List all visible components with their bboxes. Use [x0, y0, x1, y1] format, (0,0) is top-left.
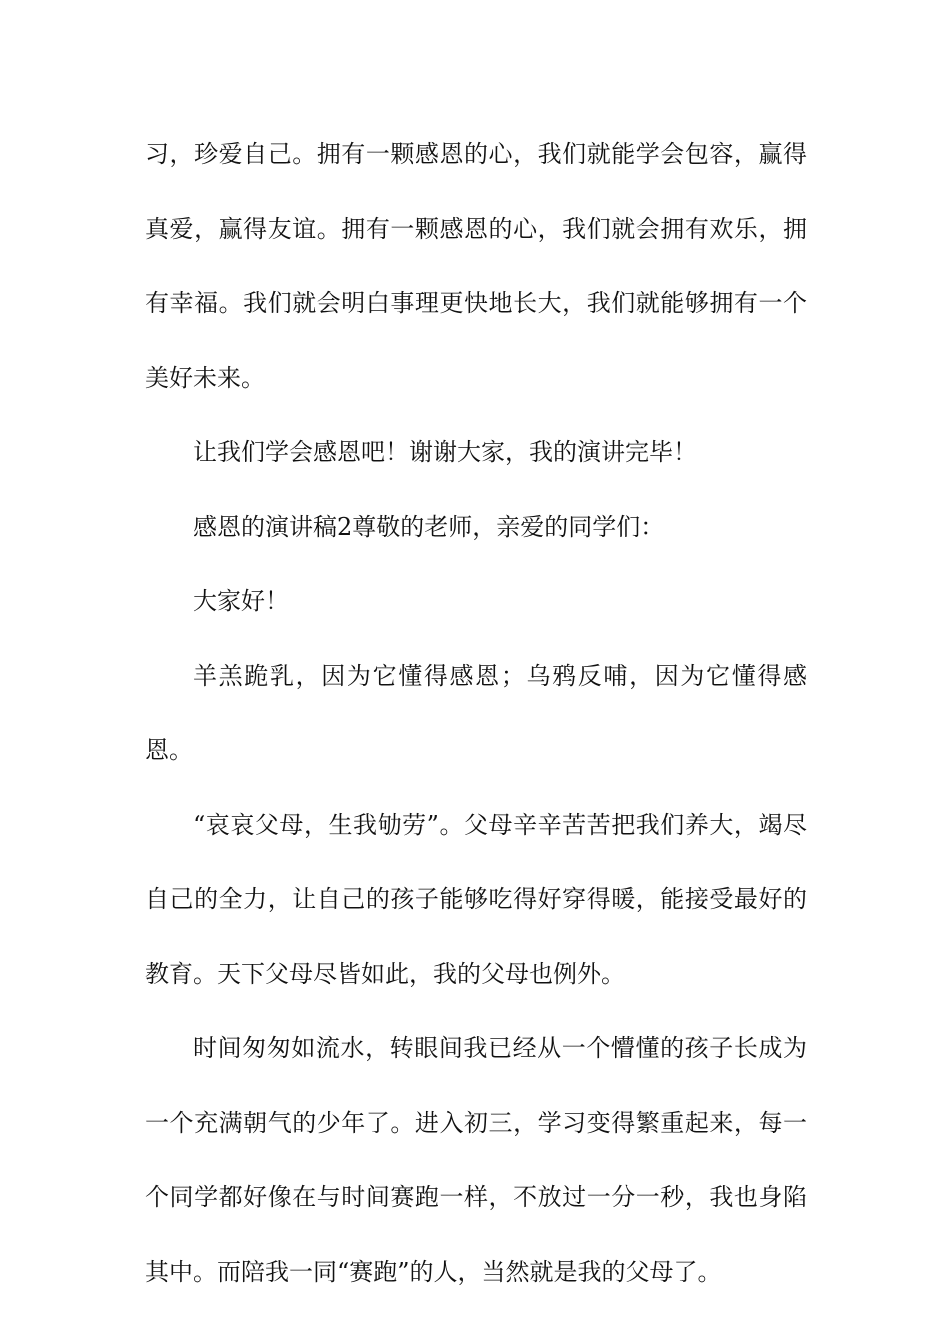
- paragraph-3: 感恩的演讲稿2尊敬的老师，亲爱的同学们：: [193, 512, 665, 541]
- paragraph-2: 让我们学会感恩吧！谢谢大家，我的演讲完毕！: [193, 438, 697, 466]
- paragraph-1: 习，珍爱自己。拥有一颗感恩的心，我们就能学会包容，赢得真爱，赢得友谊。拥有一颗感恩的心，我们就会拥有欢乐，拥有幸福。我们就会明白事理更快地长大，我们就能够拥有一个美好未来。: [145, 140, 807, 392]
- paragraph-7: 时间匆匆如流水，转眼间我已经从一个懵懂的孩子长成为一个充满朝气的少年了。进入初三，学习变得繁重起来，每一个同学都好像在与时间赛跑一样，不放过一分一秒，我也身陷其中。而陪我一同“赛跑”的人，当然就是我的父母了。: [145, 1034, 807, 1286]
- paragraph-4: 大家好！: [193, 587, 289, 615]
- paragraph-5: 羊羔跪乳，因为它懂得感恩；乌鸦反哺，因为它懂得感恩。: [145, 661, 807, 764]
- paragraph-6: “哀哀父母，生我劬劳”。父母辛辛苦苦把我们养大，竭尽自己的全力，让自己的孩子能够吃得好穿得暖，能接受最好的教育。天下父母尽皆如此，我的父母也例外。: [145, 810, 807, 988]
- document-body: [145, 117, 807, 1309]
